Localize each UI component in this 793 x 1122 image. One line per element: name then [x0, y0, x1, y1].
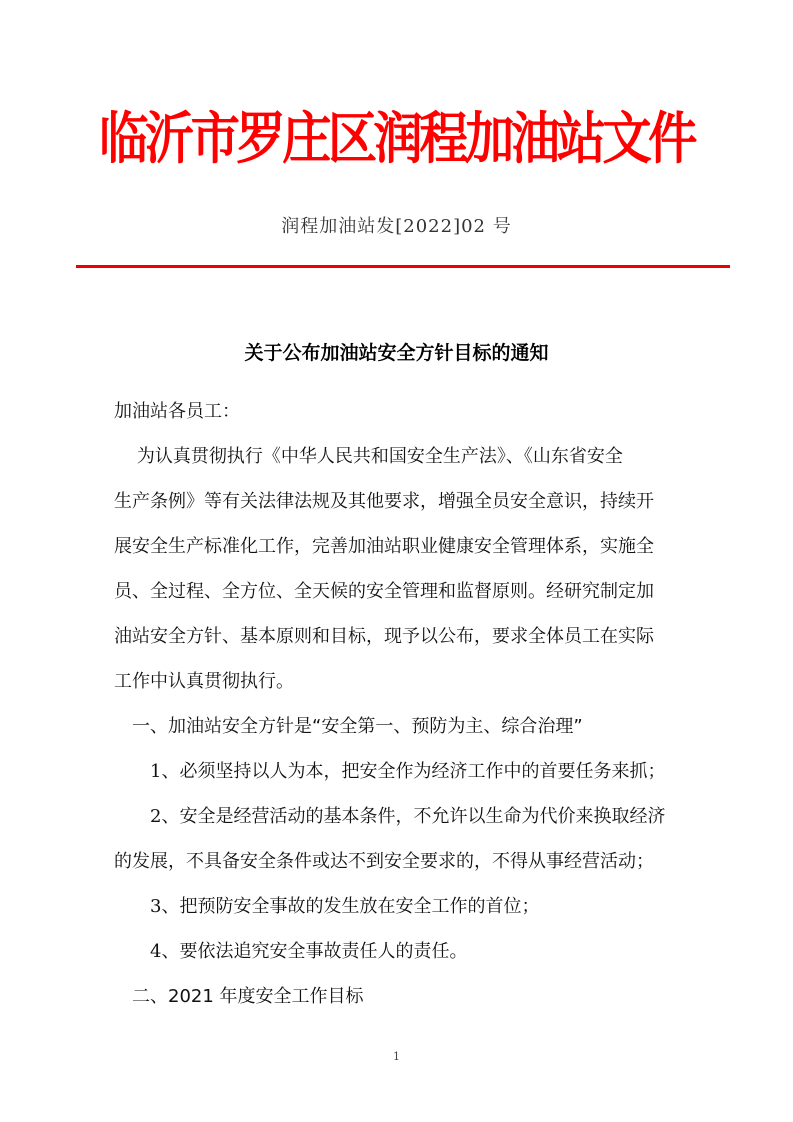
red-header-rule	[76, 265, 730, 268]
intro-line-5: 油站安全方针、基本原则和目标，现予以公布，要求全体员工在实际	[114, 626, 654, 647]
document-header-title: 临沂市罗庄区润程加油站文件	[99, 107, 694, 172]
section-2-heading: 二、2021 年度安全工作目标	[132, 986, 364, 1007]
intro-line-3: 展安全生产标准化工作，完善加油站职业健康安全管理体系，实施全	[114, 536, 654, 557]
intro-line-2: 生产条例》等有关法律法规及其他要求，增强全员安全意识，持续开	[114, 491, 654, 512]
section-1-item-2: 2、安全是经营活动的基本条件，不允许以生命为代价来换取经济	[150, 806, 666, 827]
intro-line-4: 员、全过程、全方位、全天候的安全管理和监督原则。经研究制定加	[114, 581, 654, 602]
section-1-item-4: 4、要依法追究安全事故责任人的责任。	[150, 941, 468, 962]
section-1-heading: 一、加油站安全方针是“安全第一、预防为主、综合治理”	[132, 716, 583, 737]
section-1-item-2-cont: 的发展，不具备安全条件或达不到安全要求的，不得从事经营活动；	[114, 851, 654, 872]
document-number: 润程加油站发[2022]02 号	[281, 216, 512, 237]
notice-title: 关于公布加油站安全方针目标的通知	[244, 342, 549, 364]
intro-line-6: 工作中认真贯彻执行。	[114, 671, 294, 692]
page-number: 1	[393, 1050, 400, 1063]
salutation: 加油站各员工：	[114, 401, 240, 422]
section-1-item-3: 3、把预防安全事故的发生放在安全工作的首位；	[150, 896, 540, 917]
intro-line-1: 为认真贯彻执行《中华人民共和国安全生产法》、《山东省安全	[114, 446, 623, 467]
section-1-item-1: 1、必须坚持以人为本，把安全作为经济工作中的首要任务来抓；	[150, 761, 666, 782]
